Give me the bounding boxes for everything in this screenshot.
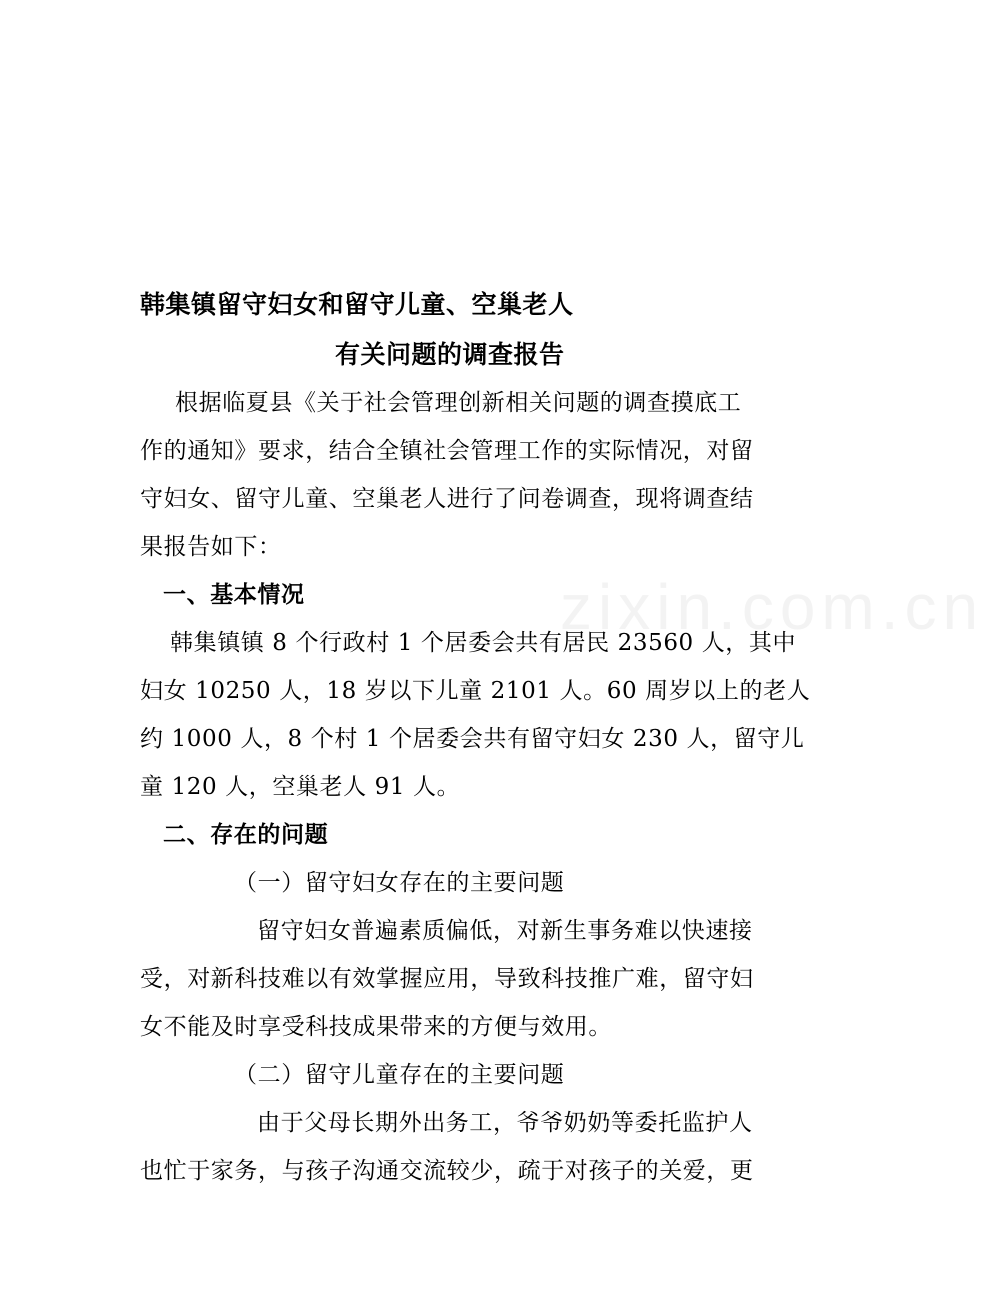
title-line-2: 有关问题的调查报告 [335,340,565,369]
section-heading-basic: 一、基本情况 [163,582,305,608]
sub2-line: 由于父母长期外出务工，爷爷奶奶等委托监护人 [257,1110,753,1136]
title-line-1: 韩集镇留守妇女和留守儿童、空巢老人 [140,290,574,319]
section1-line: 韩集镇镇 8 个行政村 1 个居委会共有居民 23560 人，其中 [170,630,797,656]
section1-line: 约 1000 人，8 个村 1 个居委会共有留守妇女 230 人，留守儿 [140,726,805,752]
section-heading-problems: 二、存在的问题 [163,822,329,848]
sub1-line: 女不能及时享受科技成果带来的方便与效用。 [140,1014,612,1040]
intro-line: 守妇女、留守儿童、空巢老人进行了问卷调查，现将调查结 [140,486,754,512]
intro-line: 根据临夏县《关于社会管理创新相关问题的调查摸底工 [175,390,742,416]
sub1-line: 留守妇女普遍素质偏低，对新生事务难以快速接 [257,918,753,944]
sub2-line: 也忙于家务，与孩子沟通交流较少，疏于对孩子的关爱，更 [140,1158,754,1184]
section1-line: 童 120 人，空巢老人 91 人。 [140,774,461,800]
watermark: zixin.com.cn [560,571,984,643]
subsection-heading-children: （二）留守儿童存在的主要问题 [234,1062,565,1088]
intro-line: 作的通知》要求，结合全镇社会管理工作的实际情况，对留 [140,438,754,464]
section1-line: 妇女 10250 人，18 岁以下儿童 2101 人。60 周岁以上的老人 [140,678,811,704]
intro-line: 果报告如下： [140,534,282,560]
sub1-line: 受，对新科技难以有效掌握应用，导致科技推广难，留守妇 [140,966,754,992]
subsection-heading-women: （一）留守妇女存在的主要问题 [234,870,565,896]
